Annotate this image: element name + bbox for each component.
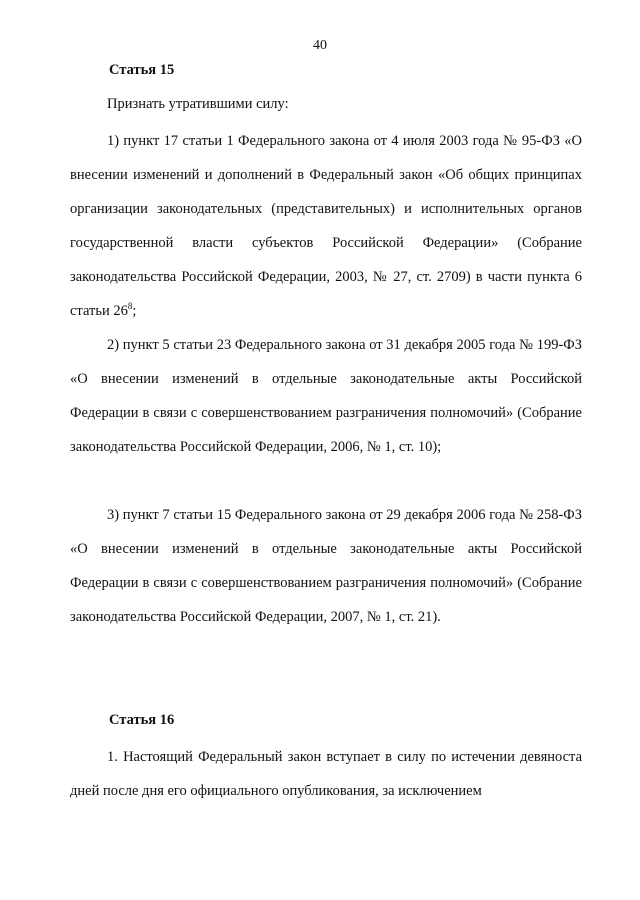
article-15-item-3: 3) пункт 7 статьи 15 Федерального закона от 29 декабря 2006 года № 258-ФЗ «О внесении изменений в отдельные законодательные акты Российской Федерации в связи с совершенствованием разграничения полномочий» (Собрание законодательства Российской Федерации, 2007, № 1, ст. 21). <box>70 507 582 625</box>
article-15-intro: Признать утратившими силу: <box>107 96 289 112</box>
article-16-item-1: 1. Настоящий Федеральный закон вступает в силу по истечении девяноста дней после дня его официального опубликования, за исключением <box>70 749 582 799</box>
article-16-heading: Статья 16 <box>109 712 175 728</box>
article-15-item-2: 2) пункт 5 статьи 23 Федерального закона от 31 декабря 2005 года № 199-ФЗ «О внесении изменений в отдельные законодательные акты Российской Федерации в связи с совершенствованием разграничения полномочий» (Собрание законодательства Российской Федерации, 2006, № 1, ст. 10); <box>70 337 582 455</box>
article-15-item-1 <box>70 124 582 328</box>
article-15-item-1-text: 1) пункт 17 статьи 1 Федерального закона от 4 июля 2003 года № 95-ФЗ «О внесении изменений и дополнений в Федеральный закон «Об общих принципах организации законодательных (представительных) и исполнительных органов государственной власти субъектов Российской Федерации» (Собрание законодательства Российской Федерации, 2003, № 27, ст. 2709) в части пункта 6 статьи 26 <box>70 133 582 319</box>
article-15-item-1-superscript: 8 <box>127 301 133 312</box>
page-number: 40 <box>313 38 327 53</box>
article-15-item-1-end: ; <box>132 303 137 319</box>
article-15-heading: Статья 15 <box>109 62 175 78</box>
